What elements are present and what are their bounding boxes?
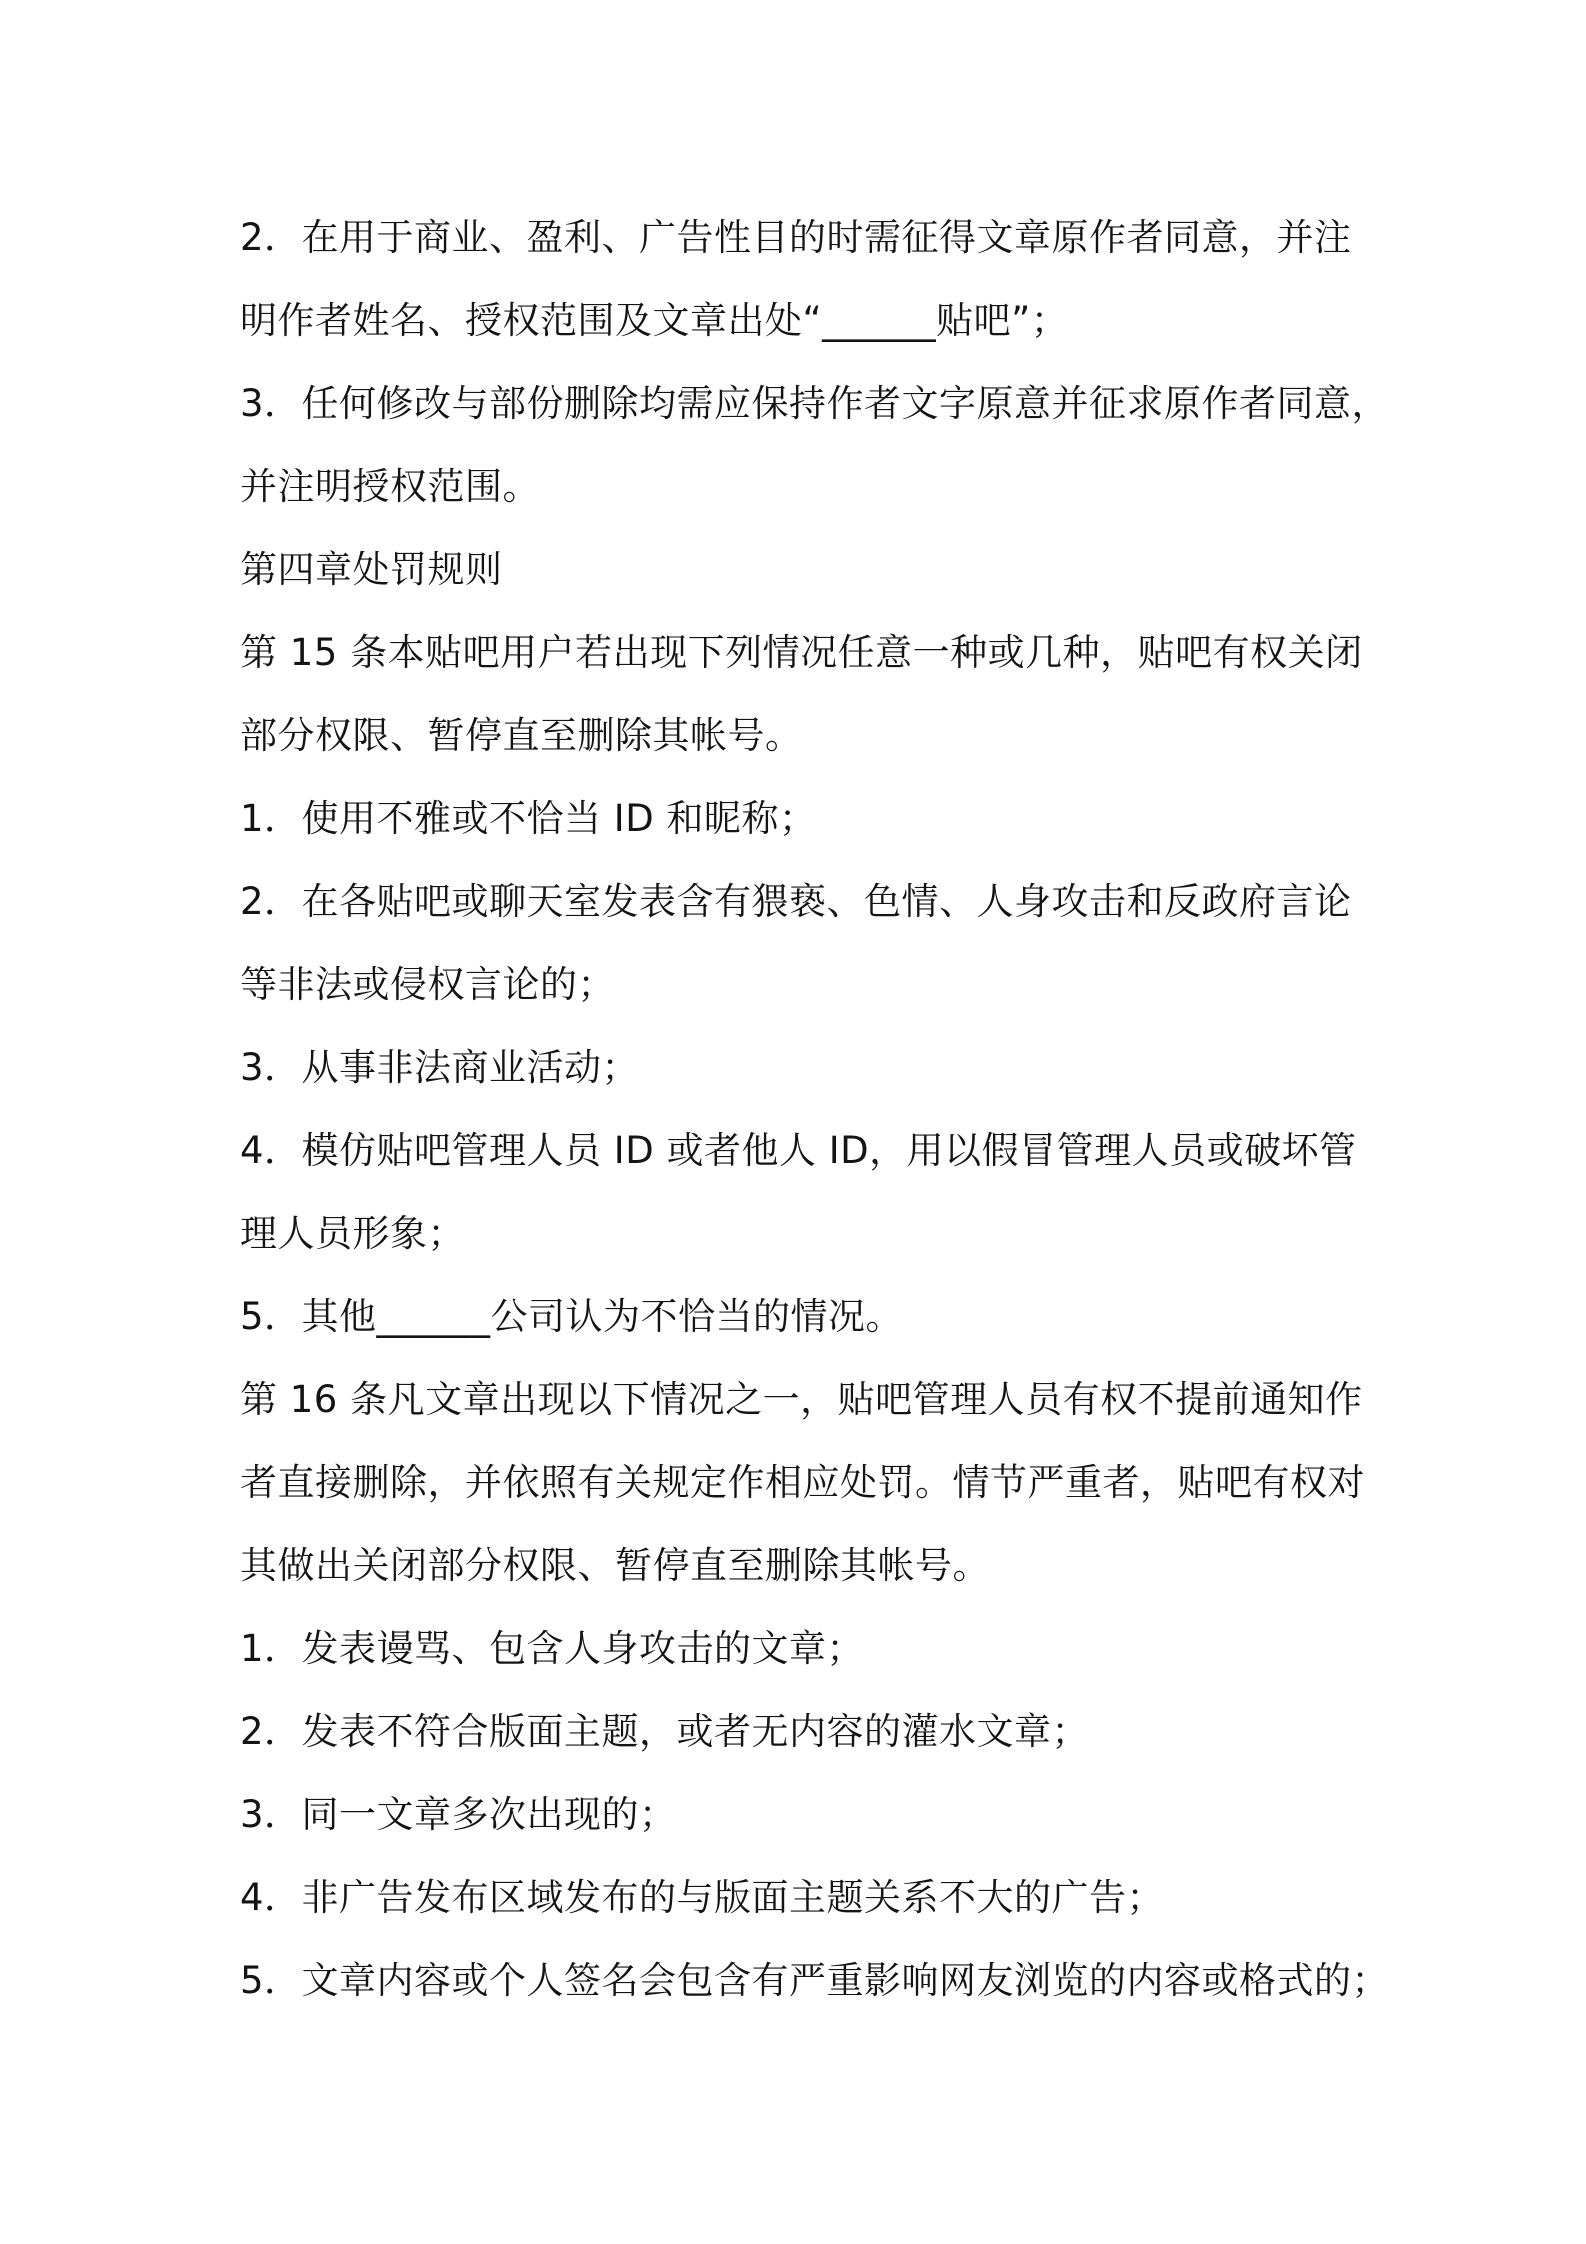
text-line: 者直接删除，并依照有关规定作相应处罚。情节严重者，贴吧有权对 bbox=[240, 1461, 1365, 1504]
text-line: 4．模仿贴吧管理人员 ID 或者他人 ID，用以假冒管理人员或破坏管 bbox=[240, 1129, 1357, 1172]
article-16-item-4 bbox=[240, 1856, 1370, 1939]
text-line: 3．任何修改与部份删除均需应保持作者文字原意并征求原作者同意， bbox=[240, 382, 1390, 425]
text-line: 1．发表谩骂、包含人身攻击的文章； bbox=[240, 1627, 865, 1670]
article-16-item-5 bbox=[240, 1939, 1390, 2022]
document-body bbox=[240, 196, 1390, 2022]
text-line: 第四章处罚规则 bbox=[240, 548, 503, 591]
text-line: 4．非广告发布区域发布的与版面主题关系不大的广告； bbox=[240, 1876, 1165, 1919]
chapter-heading bbox=[240, 528, 1370, 611]
text-line: 2．发表不符合版面主题，或者无内容的灌水文章； bbox=[240, 1710, 1090, 1753]
text-line: 第 16 条凡文章出现以下情况之一，贴吧管理人员有权不提前通知作 bbox=[240, 1378, 1363, 1421]
article-15-item-1 bbox=[240, 777, 1370, 860]
text-line: 2．在各贴吧或聊天室发表含有猥亵、色情、人身攻击和反政府言论 bbox=[240, 880, 1352, 923]
article-15-item-5 bbox=[240, 1275, 1370, 1358]
text-line: 5．其他______公司认为不恰当的情况。 bbox=[240, 1295, 904, 1338]
text-line: 部分权限、暂停直至删除其帐号。 bbox=[240, 714, 803, 757]
article-16-item-2 bbox=[240, 1690, 1370, 1773]
paragraph-clause-3-modification bbox=[240, 362, 1390, 528]
text-line: 2．在用于商业、盈利、广告性目的时需征得文章原作者同意，并注 bbox=[240, 216, 1352, 259]
text-line: 5．文章内容或个人签名会包含有严重影响网友浏览的内容或格式的； bbox=[240, 1959, 1390, 2002]
text-line: 并注明授权范围。 bbox=[240, 465, 540, 508]
article-15-item-2 bbox=[240, 860, 1370, 1026]
paragraph-clause-2-commercial-use bbox=[240, 196, 1370, 362]
text-line: 其做出关闭部分权限、暂停直至删除其帐号。 bbox=[240, 1544, 990, 1587]
article-15-item-3 bbox=[240, 1026, 1370, 1109]
article-16-item-1 bbox=[240, 1607, 1370, 1690]
text-line: 3．从事非法商业活动； bbox=[240, 1046, 640, 1089]
text-line: 理人员形象； bbox=[240, 1212, 465, 1255]
text-line: 明作者姓名、授权范围及文章出处“______贴吧”； bbox=[240, 299, 1069, 342]
text-line: 等非法或侵权言论的； bbox=[240, 963, 615, 1006]
article-16 bbox=[240, 1358, 1370, 1607]
article-16-item-3 bbox=[240, 1773, 1370, 1856]
article-15 bbox=[240, 611, 1370, 777]
text-line: 1．使用不雅或不恰当 ID 和昵称； bbox=[240, 797, 817, 840]
text-line: 3．同一文章多次出现的； bbox=[240, 1793, 677, 1836]
article-15-item-4 bbox=[240, 1109, 1370, 1275]
text-line: 第 15 条本贴吧用户若出现下列情况任意一种或几种，贴吧有权关闭 bbox=[240, 631, 1363, 674]
